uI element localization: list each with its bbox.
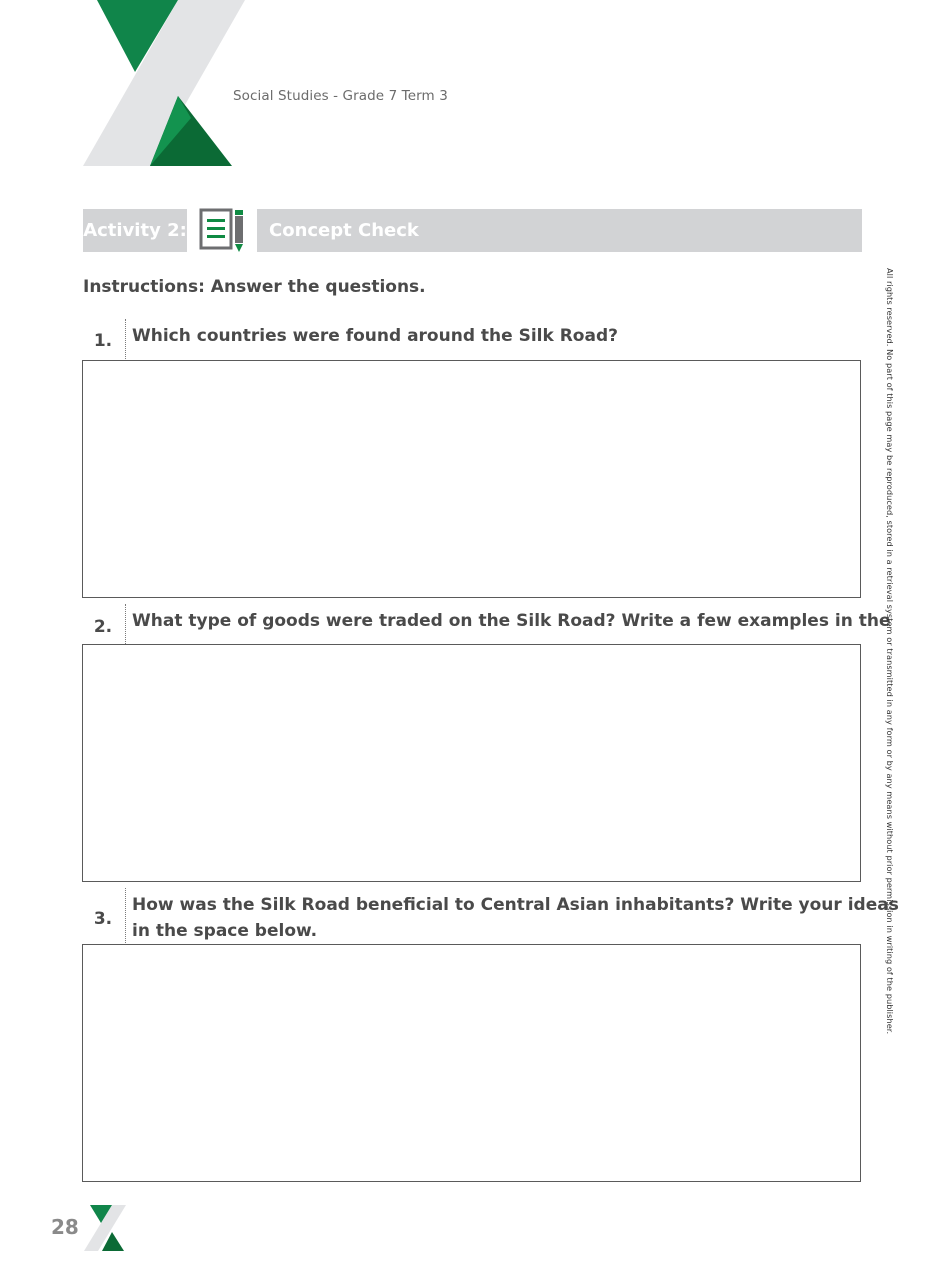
publisher-logo (0, 0, 260, 170)
question-text (132, 608, 891, 634)
question-divider (125, 604, 126, 644)
question-number: 1. (93, 331, 113, 351)
question-text (132, 323, 852, 349)
answer-box[interactable] (82, 944, 861, 1182)
question-number: 2. (93, 617, 113, 637)
question-line: Which countries were found around the Silk Road? (132, 326, 618, 346)
checklist-pencil-icon (198, 207, 248, 255)
question-line: in the space below. (132, 921, 318, 941)
footer-logo (82, 1205, 126, 1251)
question-number: 3. (93, 909, 113, 929)
question-divider (125, 319, 126, 359)
question-line: How was the Silk Road beneficial to Central Asian inhabitants? Write your ideas (132, 895, 899, 915)
question-line: What type of goods were traded on the Silk Road? Write a few examples in the (132, 611, 891, 631)
instructions: Instructions: Answer the questions. (83, 277, 426, 297)
answer-box[interactable] (82, 360, 861, 598)
copyright-notice: All rights reserved. No part of this page may be reproduced, stored in a retrieval system or transmitted in any form or by any means without prior permission in writing of the publisher. (885, 268, 895, 1035)
answer-box[interactable] (82, 644, 861, 882)
header-subtitle: Social Studies - Grade 7 Term 3 (233, 88, 448, 104)
activity-title: Concept Check (269, 220, 419, 241)
activity-title-bar (257, 209, 862, 252)
question-divider (125, 888, 126, 943)
question-text (132, 892, 899, 944)
activity-label: Activity 2: (83, 209, 187, 252)
page-number: 28 (51, 1215, 79, 1239)
